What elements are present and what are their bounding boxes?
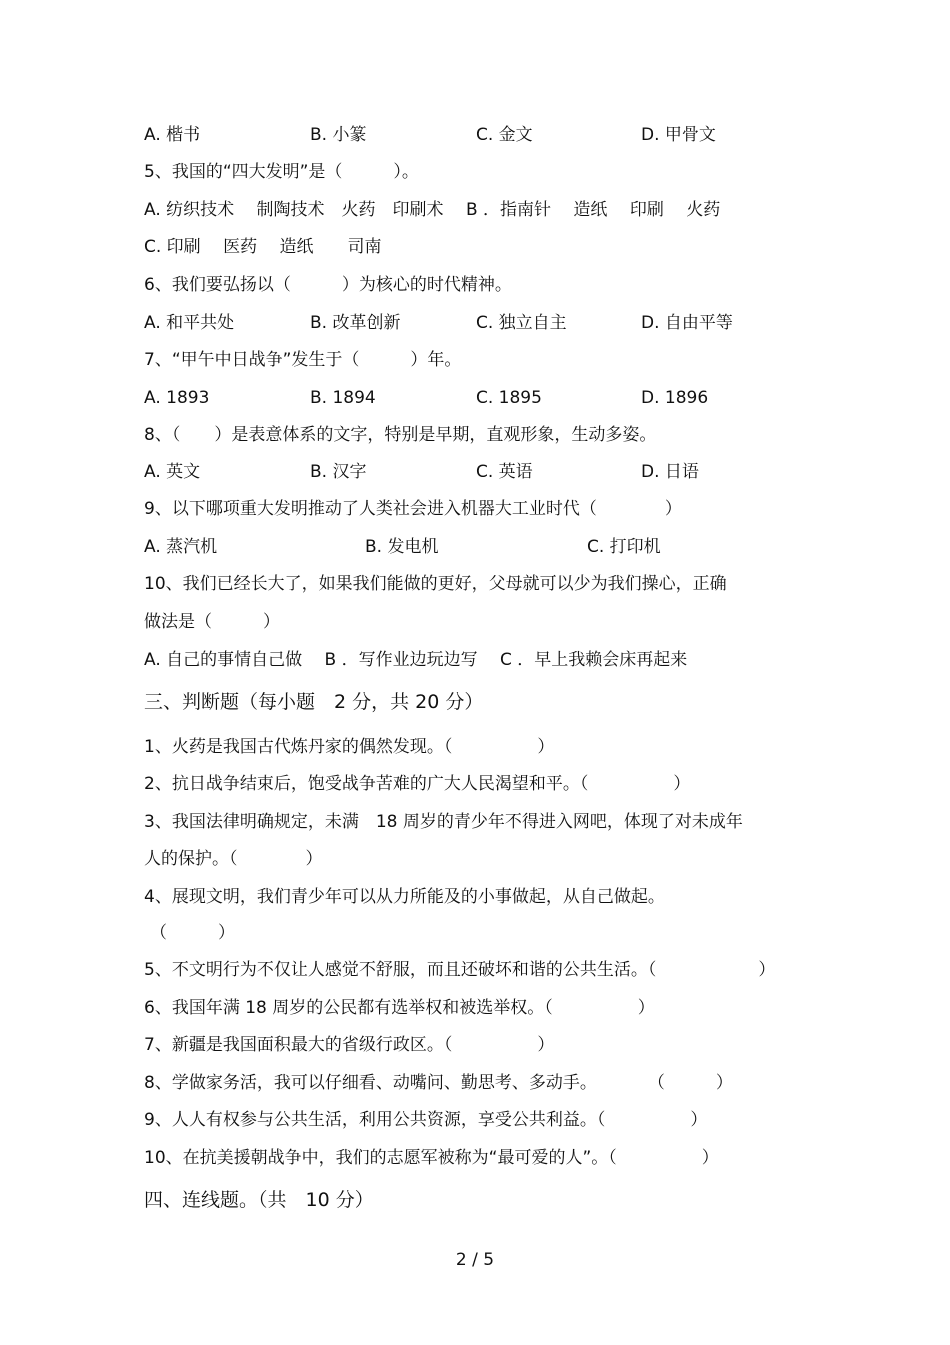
text-line: 人的保护。（ ） xyxy=(144,849,323,869)
section-heading: 四、连线题。（共 10 分） xyxy=(144,1189,374,1211)
option-d: D. 日语 xyxy=(641,462,699,482)
option-a: A. 英文 xyxy=(144,462,201,482)
page-number: 2 / 5 xyxy=(455,1250,495,1270)
option-a: A. 和平共处 xyxy=(144,313,235,333)
text-line: 6、我国年满 18 周岁的公民都有选举权和被选举权。（ ） xyxy=(144,998,655,1018)
option-b: B. 改革创新 xyxy=(310,313,401,333)
option-d: D. 甲骨文 xyxy=(641,125,716,145)
option-d: D. 自由平等 xyxy=(641,313,733,333)
text-line: A. 纺织技术 制陶技术 火药 印刷术 B ．指南针 造纸 印刷 火药 xyxy=(144,200,721,220)
option-b: B. 汉字 xyxy=(310,462,367,482)
text-line: 2、抗日战争结束后，饱受战争苦难的广大人民渴望和平。（ ） xyxy=(144,774,691,794)
option-b: B. 发电机 xyxy=(365,537,439,557)
text-line: 10、我们已经长大了，如果我们能做的更好，父母就可以少为我们操心，正确 xyxy=(144,574,727,594)
text-line: 4、展现文明，我们青少年可以从力所能及的小事做起，从自己做起。 xyxy=(144,887,665,907)
text-line: 1、火药是我国古代炼丹家的偶然发现。（ ） xyxy=(144,737,555,757)
text-line: C. 印刷 医药 造纸 司南 xyxy=(144,237,382,257)
option-c: C. 打印机 xyxy=(587,537,661,557)
text-line: 做法是（ ） xyxy=(144,612,280,632)
text-line: A. 自己的事情自己做 B ．写作业边玩边写 C ．早上我赖会床再起来 xyxy=(144,650,688,670)
option-d: D. 1896 xyxy=(641,388,709,408)
option-a: A. 楷书 xyxy=(144,125,201,145)
option-c: C. 独立自主 xyxy=(476,313,567,333)
option-c: C. 英语 xyxy=(476,462,533,482)
text-line: 10、在抗美援朝战争中，我们的志愿军被称为“最可爱的人”。（ ） xyxy=(144,1148,719,1168)
option-c: C. 1895 xyxy=(476,388,542,408)
section-heading: 三、判断题（每小题 2 分，共 20 分） xyxy=(144,691,484,713)
text-line: 5、我国的“四大发明”是（ ）。 xyxy=(144,162,419,182)
text-line: 8、学做家务活，我可以仔细看、动嘴问、勤思考、多动手。 （ ） xyxy=(144,1073,733,1093)
text-line: 3、我国法律明确规定，未满 18 周岁的青少年不得进入网吧，体现了对未成年 xyxy=(144,812,743,832)
text-line: 9、以下哪项重大发明推动了人类社会进入机器大工业时代（ ） xyxy=(144,499,682,519)
text-line: 7、“甲午中日战争”发生于（ ）年。 xyxy=(144,350,462,370)
text-line: 5、不文明行为不仅让人感觉不舒服，而且还破坏和谐的公共生活。（ ） xyxy=(144,960,776,980)
option-b: B. 1894 xyxy=(310,388,376,408)
option-c: C. 金文 xyxy=(476,125,533,145)
text-line: 8、（ ）是表意体系的文字，特别是早期，直观形象，生动多姿。 xyxy=(144,425,657,445)
text-line: 6、我们要弘扬以（ ）为核心的时代精神。 xyxy=(144,275,512,295)
option-a: A. 1893 xyxy=(144,388,210,408)
text-line: 7、新疆是我国面积最大的省级行政区。（ ） xyxy=(144,1035,555,1055)
option-a: A. 蒸汽机 xyxy=(144,537,218,557)
option-b: B. 小篆 xyxy=(310,125,367,145)
text-line: 9、人人有权参与公共生活，利用公共资源，享受公共利益。（ ） xyxy=(144,1110,708,1130)
text-line: （ ） xyxy=(150,923,235,943)
